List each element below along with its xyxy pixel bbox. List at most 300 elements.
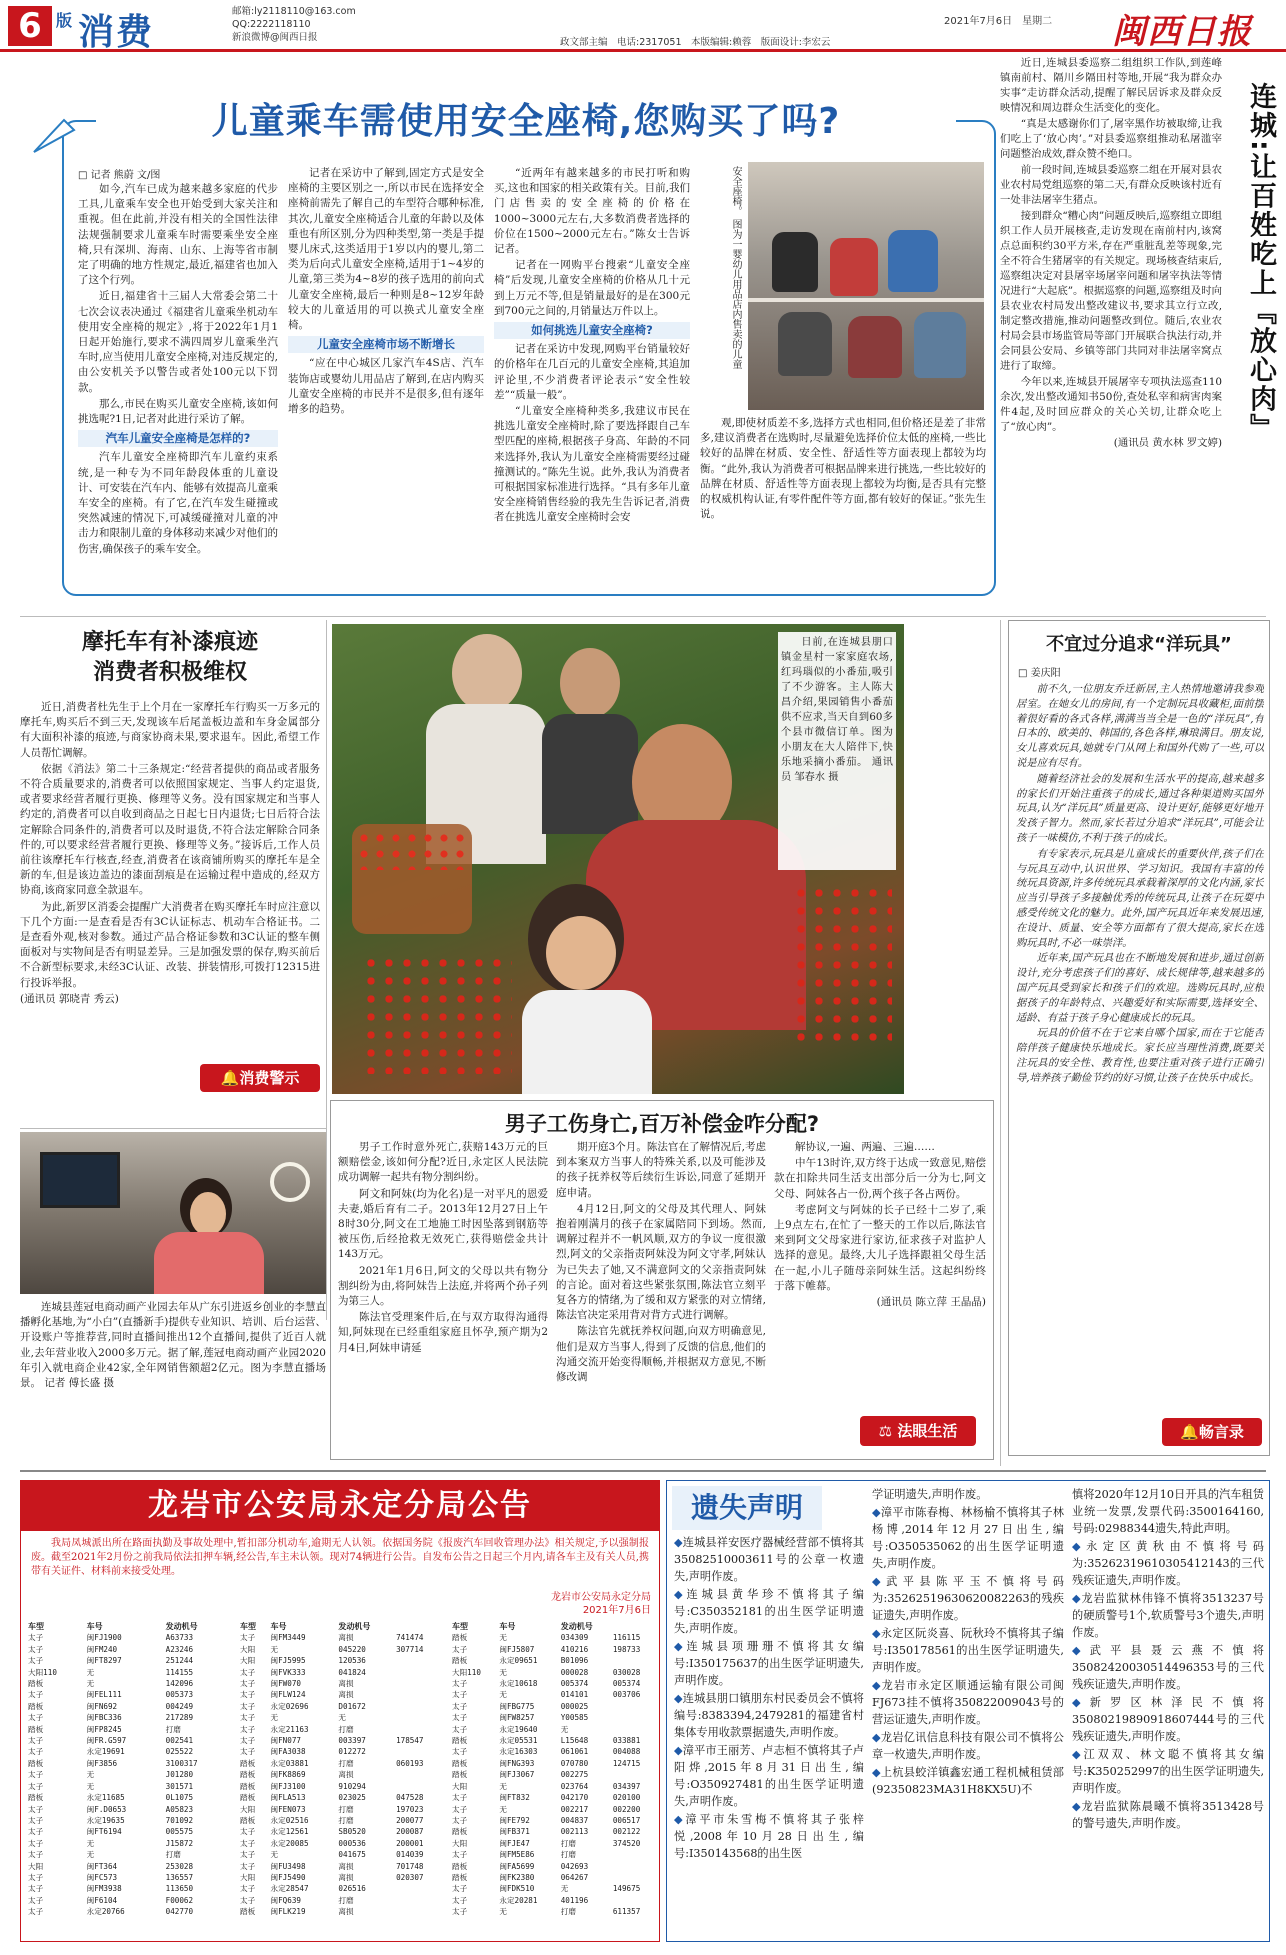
table-cell: 永定02516 <box>270 1815 309 1825</box>
police-notice-sign <box>441 1591 651 1617</box>
table-cell: 闽FEL111 <box>86 1690 122 1700</box>
table-cell: 闽FA5699 <box>499 1861 535 1871</box>
table-cell: 闽FLK219 <box>270 1907 306 1917</box>
table-cell: 006517 <box>612 1815 641 1825</box>
column-header: 车型 <box>452 1622 468 1631</box>
table-cell: 307714 <box>396 1644 424 1654</box>
table-cell <box>395 1712 445 1723</box>
lost-notice-text: 不慎将其子张梓悦,2008年10月28日出生,编号:I350143568的出生医 <box>674 1813 864 1860</box>
table-cell: 大阳110 <box>28 1667 57 1677</box>
table-cell: 太子 <box>452 1895 468 1905</box>
bullet-icon: ◆ <box>872 1678 882 1692</box>
table-cell: 3100317 <box>165 1758 198 1768</box>
table-cell: 002217 <box>560 1804 589 1814</box>
table-row <box>27 1655 233 1666</box>
table-row <box>27 1826 233 1837</box>
right-article-title: 连城:让百姓吃上『放心肉』 <box>1245 82 1276 443</box>
lost-notice-item <box>674 1811 864 1862</box>
table-cell: 374520 <box>612 1838 641 1848</box>
divider <box>1000 620 1001 1466</box>
paragraph: 4月12日,阿文的父母及其代理人、阿妹抱着刚满月的孩子在家属陪同下到场。然而,调解过程并不一帆风顺,双方的争议一度很激烈,阿文的父亲指责阿妹没为阿文守孝,阿妹认为已失去了她,又不满意阿文的父亲指责阿妹的言论。面对着这些紧张氛围,陈法官立刻平复各方的情绪,为了缓和双方紧张的对立情绪,陈法官决定采用背对背方式进行调解。 <box>556 1202 766 1322</box>
table-cell: 034397 <box>612 1781 641 1791</box>
lead-headline: 儿童乘车需使用安全座椅,您购买了吗? <box>96 94 956 150</box>
bullet-icon: ◆ <box>1072 1539 1087 1553</box>
table-cell: 闽FJ3100 <box>270 1781 306 1791</box>
table-cell: 无 <box>270 1850 279 1860</box>
lost-notice-item <box>1072 1798 1264 1832</box>
table-cell: 闽FLW124 <box>270 1690 306 1700</box>
table-cell: 023025 <box>338 1793 366 1803</box>
table-cell: 012272 <box>338 1747 366 1757</box>
paragraph: 近日,连城县委巡察二组组织工作队,到莲峰镇南前村、隔川乡隔田村等地,开展“我为群众办实事”走访群众活动,提醒了解民居诉求及群众反映情况和周边群众生活变化的变化。 <box>1000 57 1222 114</box>
bullet-icon: ◆ <box>674 1587 687 1601</box>
table-row <box>27 1895 233 1906</box>
table-cell: 太子 <box>28 1633 44 1643</box>
table-row <box>239 1644 445 1655</box>
table-cell: 002275 <box>560 1770 589 1780</box>
table-cell: 002113 <box>560 1827 589 1837</box>
table-cell: 闽FJE47 <box>499 1838 530 1848</box>
paragraph: 汽车儿童安全座椅即汽车儿童约束系统,是一种专为不同年龄段体重的儿童设计、可安装在汽车内、能够有效提高儿童乘车安全的座椅。有了它,在汽车发生碰撞或突然减速的情况下,可减缓碰撞对儿童的冲击力和限制儿童的身体移动来减少对他们的伤害,确保孩子的乘车安全。 <box>78 451 278 555</box>
right-article-body <box>1000 56 1222 656</box>
table-cell: 打磨 <box>338 1758 354 1768</box>
table-cell <box>229 1769 233 1780</box>
table-cell: 闽FM5E86 <box>499 1850 535 1860</box>
table-cell: 701092 <box>165 1815 194 1825</box>
paragraph: 2021年1月6日,阿文的父母以共有物分割纠纷为由,将阿妹告上法庭,并将两个孙子列为第三人。 <box>338 1264 548 1308</box>
car-seat-shape <box>888 230 938 292</box>
table-cell: 041824 <box>338 1667 366 1677</box>
lost-notice-item <box>1072 1590 1264 1641</box>
column-header: 发动机号 <box>165 1622 198 1631</box>
ring-light <box>270 1162 310 1202</box>
paragraph: 陈法官先就抚养权问题,向双方明确意见,他们是双方当事人,得到了反馈的信息,他们的沟通交流开始变得顺畅,并根据双方意见,不断修改调 <box>556 1325 766 1384</box>
table-cell: 踏板 <box>240 1815 256 1825</box>
table-cell: 060193 <box>396 1758 424 1768</box>
bell-icon: 🔔 <box>220 1069 240 1087</box>
table-cell: 301571 <box>165 1781 194 1791</box>
sign-org: 龙岩市公安局永定分局 <box>551 1592 651 1603</box>
bullet-icon: ◆ <box>674 1535 683 1549</box>
table-cell <box>395 1655 445 1666</box>
table-cell: 闽FA3038 <box>270 1747 306 1757</box>
table-cell: 闽FW070 <box>270 1679 301 1689</box>
lost-notice-text: 委员会不慎将编号:8383394,2479281的福建省村集体专用收款票据遗失,声明作废。 <box>674 1692 864 1739</box>
table-row <box>239 1735 445 1746</box>
lost-notice-item <box>872 1729 1064 1763</box>
table-cell: 136557 <box>165 1872 194 1882</box>
table-cell <box>229 1678 233 1689</box>
table-cell: 太子 <box>28 1713 44 1723</box>
table-cell <box>395 1781 445 1792</box>
table-cell: 闽FT8297 <box>86 1656 122 1666</box>
table-row <box>239 1724 445 1735</box>
table-cell: A23246 <box>165 1644 194 1654</box>
table-cell: 114155 <box>165 1667 194 1677</box>
table-cell: 太子 <box>240 1747 256 1757</box>
table-cell: 太子 <box>452 1713 468 1723</box>
person-man <box>560 648 620 718</box>
table-cell: 闽F3856 <box>86 1758 118 1768</box>
paper-name-logo: 闽西日报 <box>1112 12 1252 52</box>
table-cell: A05823 <box>165 1804 194 1814</box>
lost-notice-item <box>872 1486 1064 1503</box>
table-cell: 太子 <box>452 1644 468 1654</box>
table-row <box>451 1667 657 1678</box>
table-cell <box>229 1758 233 1769</box>
table-cell: F00062 <box>165 1895 194 1905</box>
table-cell: 太子 <box>452 1884 468 1894</box>
table-row <box>451 1655 657 1666</box>
table-cell: 701748 <box>396 1861 424 1871</box>
table-cell: 打磨 <box>165 1850 181 1860</box>
table-cell <box>612 1724 657 1735</box>
table-row <box>451 1906 657 1917</box>
date-line: 2021年7月6日 星期二 <box>944 16 1053 27</box>
table-cell <box>229 1689 233 1700</box>
table-row <box>239 1746 445 1757</box>
table-cell: 太子 <box>28 1815 44 1825</box>
lost-notice-text: 不慎将号码为:35262519630620082263的残疾证遗失,声明作废。 <box>872 1575 1064 1622</box>
paragraph: 前一段时间,连城县委巡察二组在开展对县农业农村局党组巡察的第二天,有群众反映该村近有一处非法屠宰生猪点。 <box>1000 164 1222 206</box>
paragraph: 记者在一网购平台搜索“儿童安全座椅”后发现,儿童安全座椅的价格从几十元到上万元不等,但是销量最好的是在300元到700元之间的,月销量达万件以上。 <box>494 259 690 317</box>
table-cell: 251244 <box>165 1656 194 1666</box>
table-row <box>451 1689 657 1700</box>
lost-notice-item <box>1072 1538 1264 1589</box>
table-cell: 踏板 <box>28 1793 44 1803</box>
table-cell: 无 <box>86 1770 95 1780</box>
table-row <box>451 1735 657 1746</box>
table-row <box>239 1906 445 1917</box>
table-cell: 闽F.D0653 <box>86 1804 127 1814</box>
plates-table <box>239 1621 445 1918</box>
tomato-photo-caption: 日前,在连城县朋口镇金星村一家家庭农场,红玛瑙似的小番茄,吸引了不少游客。主人陈大昌介绍,果园销售小番茄供不应求,当天自到60多个县市微信订单。图为小朋友在大人陪伴下,快乐地采摘小番茄。 通讯员 邹春水 摄 <box>778 632 896 870</box>
table-cell: 闽FE792 <box>499 1815 530 1825</box>
table-cell: 太子 <box>240 1838 256 1848</box>
table-row <box>239 1655 445 1666</box>
table-row <box>451 1838 657 1849</box>
table-cell: 116115 <box>612 1633 641 1643</box>
table-cell: 005374 <box>612 1679 641 1689</box>
table-cell: 003706 <box>612 1690 641 1700</box>
table-cell: A63733 <box>165 1633 194 1643</box>
table-cell: 无 <box>560 1884 569 1894</box>
table-row <box>451 1826 657 1837</box>
lost-notice-text: 有限公司闽FJ673挂不慎将350822009043号的营运证遗失,声明作废。 <box>872 1679 1064 1726</box>
table-cell: 大阳 <box>28 1861 44 1871</box>
police-notice <box>20 1480 660 1942</box>
tomato-cluster <box>356 830 468 870</box>
lost-notice-item <box>1072 1746 1264 1797</box>
table-cell: 踏板 <box>452 1633 468 1643</box>
speech-bubble-tail-icon <box>30 118 90 158</box>
lost-notice-head: 龙岩监狱陈晨曦 <box>1081 1800 1166 1813</box>
table-cell: 闽FM3449 <box>270 1633 306 1643</box>
table-cell: 大阳 <box>452 1838 468 1848</box>
table-cell: 太子 <box>28 1872 44 1882</box>
subheading: 汽车儿童安全座椅是怎样的? <box>78 430 278 447</box>
table-cell: 打磨 <box>560 1907 576 1917</box>
byline: (通讯员 陈立萍 王晶晶) <box>876 1296 986 1309</box>
table-cell: 033881 <box>612 1736 641 1746</box>
table-row <box>27 1644 233 1655</box>
table-cell: 闽FJ5995 <box>270 1656 306 1666</box>
table-cell: 打磨 <box>560 1838 576 1848</box>
table-row <box>451 1792 657 1803</box>
lost-notice-head: 永定区黄秋由 <box>1086 1540 1187 1553</box>
table-cell: 离损 <box>338 1872 354 1882</box>
table-cell <box>229 1746 233 1757</box>
table-cell <box>229 1792 233 1803</box>
table-row <box>239 1895 445 1906</box>
paragraph: 今年以来,连城县开展屠宰专项执法巡查110余次,发出整改通知书50份,查处私宰和病害肉案件4起,及时回应群众的关心关切,让群众吃上了“放心肉”。 <box>1000 376 1222 433</box>
police-notice-title: 龙岩市公安局永定分局公告 <box>21 1481 659 1531</box>
table-cell <box>229 1701 233 1712</box>
byline: (通讯员 郭晓青 秀云) <box>20 992 119 1005</box>
host-face <box>190 1192 226 1236</box>
table-cell: 太子 <box>452 1804 468 1814</box>
table-row <box>27 1712 233 1723</box>
table-cell <box>395 1895 445 1906</box>
table-row <box>27 1815 233 1826</box>
person-man-body <box>542 714 638 834</box>
bullet-icon: ◆ <box>674 1743 683 1757</box>
lost-notice-text: 不慎将其35082510003611号的公章一枚遗失,声明作废。 <box>674 1536 864 1583</box>
lost-notice-text: 公司不慎将公章一枚遗失,声明作废。 <box>872 1731 1064 1761</box>
paragraph: 如今,汽车已成为越来越多家庭的代步工具,儿童乘车安全也开始受到大家关注和重视。但在此前,并没有相关的全国性法律法规强制要求儿童乘车时需要乘坐安全座椅,只有深圳、海南、山东、上海等省市制定了明确的地方性规定,最近,福建省也加入了这个行列。 <box>78 183 278 287</box>
paragraph: 随着经济社会的发展和生活水平的提高,越来越多的家长们开始注重孩子的成长,通过各种渠道购买国外玩具,认为“洋玩具”质量更高、设计更好,能够更好地开发孩子智力。然而,家长若过分追求“洋玩具”,可能会让孩子一味模仿,不利于孩子的成长。 <box>1016 772 1264 844</box>
qq-line: QQ:2222118110 <box>232 19 311 30</box>
lost-notice-text: 不慎将其女编号:I350175637的出生医学证明遗失,声明作废。 <box>674 1640 864 1687</box>
lost-notice-text: 慎将2020年12月10日开具的汽车租赁业统一发票,发票代码:3500164160,号码:02988344遗失,特此声明。 <box>1072 1488 1264 1535</box>
lost-notice-head: 武平县陈平玉 <box>886 1575 987 1588</box>
lost-notice-head: 武平县聂云燕 <box>1089 1644 1213 1657</box>
toy-title: 不宜过分追求“洋玩具” <box>1046 634 1232 655</box>
lost-notice-head: 漳平市王丽芳、卢志桓 <box>682 1744 797 1757</box>
table-cell: 004249 <box>165 1701 194 1711</box>
lost-notice-text: 不慎将其子卢阳烨,2015年8月31日出生,编号:O350927481的出生医学证明遗失,声明作废。 <box>674 1744 864 1808</box>
injury-title: 男子工伤身亡,百万补偿金咋分配? <box>504 1112 820 1136</box>
table-cell <box>229 1883 233 1894</box>
lost-notice-item <box>674 1586 864 1637</box>
lost-notice-head: 上杭县蛟洋镇鑫宏通工 <box>880 1766 996 1779</box>
table-cell: 踏板 <box>28 1679 44 1689</box>
table-cell <box>229 1667 233 1678</box>
table-cell: 永定16303 <box>499 1747 538 1757</box>
table-cell <box>229 1735 233 1746</box>
bullet-icon: ◆ <box>872 1505 881 1519</box>
lost-notice-item <box>872 1504 1064 1572</box>
tomato-cluster <box>362 954 512 1074</box>
column-header: 车号 <box>86 1622 103 1631</box>
paragraph: 那么,市民在购买儿童安全座椅,该如何挑选呢?1日,记者对此进行采访了解。 <box>78 397 278 426</box>
table-cell: 611357 <box>612 1907 641 1917</box>
table-cell: 025522 <box>165 1747 194 1757</box>
table-cell: 太子 <box>240 1701 256 1711</box>
table-row <box>27 1678 233 1689</box>
lost-notice-head: 连城县项珊珊 <box>686 1640 778 1653</box>
table-cell: 无 <box>499 1804 507 1814</box>
table-cell: 太子 <box>28 1884 44 1894</box>
column-header: 车号 <box>499 1622 516 1631</box>
table-row <box>27 1746 233 1757</box>
shelf-line <box>748 298 984 302</box>
table-cell: 踏板 <box>28 1724 44 1734</box>
table-cell: 741474 <box>396 1633 424 1643</box>
bullet-icon: ◆ <box>872 1574 887 1588</box>
moto-title-line-2: 消费者积极维权 <box>92 660 247 685</box>
lead-col-4 <box>700 416 986 590</box>
table-cell: 太子 <box>452 1850 468 1860</box>
table-cell: 042693 <box>560 1861 589 1871</box>
table-cell <box>229 1815 233 1826</box>
lost-notice-head: 新罗区林泽民 <box>1089 1696 1213 1709</box>
lost-notice-head: 龙岩市永定区顺通运输 <box>881 1679 1004 1692</box>
table-cell: 061061 <box>560 1747 589 1757</box>
table-cell: 离损 <box>338 1679 354 1689</box>
table-cell: 无 <box>499 1667 507 1677</box>
table-cell: 永定12561 <box>270 1827 309 1837</box>
table-cell: 大阳 <box>240 1872 256 1882</box>
lost-notice-text: 不慎将其子编号:C350352181的出生医学证明遗失,声明作废。 <box>674 1588 864 1635</box>
table-row <box>27 1838 233 1849</box>
legal-life-stamp <box>860 1416 976 1446</box>
plates-table-2 <box>239 1621 445 1918</box>
livestream-photo <box>20 1132 326 1294</box>
table-row <box>239 1826 445 1837</box>
consumer-alert-stamp <box>200 1064 320 1092</box>
column-header: 车号 <box>270 1622 287 1631</box>
table-row <box>239 1883 445 1894</box>
table-row <box>451 1781 657 1792</box>
table-cell: 太子 <box>240 1667 256 1677</box>
table-cell: 太子 <box>28 1850 44 1860</box>
table-cell: 永定20085 <box>270 1838 309 1848</box>
table-cell: 003397 <box>338 1736 366 1746</box>
lost-notice-item <box>1072 1642 1264 1693</box>
table-cell <box>395 1769 445 1780</box>
table-cell: 无 <box>499 1781 507 1791</box>
table-cell: 200087 <box>396 1827 424 1837</box>
bullet-icon: ◆ <box>1072 1695 1090 1709</box>
table-cell <box>612 1701 657 1712</box>
table-cell <box>612 1895 657 1906</box>
table-cell: 太子 <box>452 1701 468 1711</box>
table-row <box>27 1632 233 1643</box>
lead-col-2 <box>288 166 484 590</box>
table-row <box>239 1689 445 1700</box>
table-row <box>451 1815 657 1826</box>
bullet-icon: ◆ <box>872 1730 881 1744</box>
paragraph: 前不久,一位朋友乔迁新居,主人热情地邀请我参观居室。在她女儿的房间,有一个定制玩具收藏柜,面前摆着很好看的各式各样,满满当当全是一色的“洋玩具”,有日本的、欧美的、韩国的,各色各样,琳琅满目。朋友说,女儿喜欢玩具,她就专门从网上和国外代购了一些,可以说是应有尽有。 <box>1016 683 1264 769</box>
table-cell: 149675 <box>612 1884 641 1894</box>
table-cell <box>395 1689 445 1700</box>
table-row <box>27 1804 233 1815</box>
table-cell: 142096 <box>165 1679 194 1689</box>
table-cell: 闽FP8245 <box>86 1724 122 1734</box>
table-cell: 闽FM3938 <box>86 1884 122 1894</box>
table-row <box>451 1746 657 1757</box>
table-cell: 太子 <box>452 1907 468 1917</box>
table-cell <box>229 1826 233 1837</box>
table-row <box>239 1632 445 1643</box>
table-cell: 太子 <box>28 1644 44 1654</box>
tomato-cluster <box>792 884 892 1044</box>
bullet-icon: ◆ <box>674 1639 687 1653</box>
table-row <box>27 1849 233 1860</box>
table-cell: 120536 <box>338 1656 366 1666</box>
table-cell: 太子 <box>240 1736 256 1746</box>
table-cell: 014039 <box>396 1850 424 1860</box>
paragraph: “应在中心城区几家汽车4S店、汽车装饰店或婴幼儿用品店了解到,在店内购买儿童安全座椅的市民并不是很多,但有逐年增多的趋势。 <box>288 357 484 416</box>
lost-notice-text: 不慎将3513428号的警号遗失,声明作废。 <box>1072 1800 1264 1830</box>
table-row <box>451 1712 657 1723</box>
table-row <box>451 1883 657 1894</box>
table-cell: 410216 <box>560 1644 589 1654</box>
car-seat-shape <box>914 312 966 378</box>
bullet-icon: ◆ <box>674 1691 683 1705</box>
table-cell: D01672 <box>338 1701 366 1711</box>
table-cell: 太子 <box>240 1827 256 1837</box>
table-cell: 太子 <box>452 1679 468 1689</box>
table-cell: 太子 <box>452 1747 468 1757</box>
table-cell: 踏板 <box>452 1758 468 1768</box>
table-cell: 踏板 <box>240 1770 256 1780</box>
lost-notice-title: 遗失声明 <box>672 1486 822 1530</box>
table-cell: 闽FK2380 <box>499 1872 535 1882</box>
table-cell <box>229 1849 233 1860</box>
child-face <box>546 916 616 990</box>
moto-body <box>20 700 320 1080</box>
table-row <box>451 1804 657 1815</box>
lead-col-1 <box>78 182 278 590</box>
table-cell: 0L1075 <box>165 1793 194 1803</box>
table-cell <box>612 1849 657 1860</box>
table-cell: 无 <box>270 1644 279 1654</box>
lost-notice-item <box>872 1764 1064 1798</box>
bullet-icon: ◆ <box>872 1626 881 1640</box>
table-cell <box>229 1838 233 1849</box>
table-row <box>27 1872 233 1883</box>
table-row <box>239 1838 445 1849</box>
divider <box>326 620 327 1320</box>
table-cell: 永定09651 <box>499 1656 538 1666</box>
table-row <box>239 1781 445 1792</box>
table-cell: 闽FT364 <box>86 1861 118 1871</box>
paragraph: 近日,消费者杜先生于上个月在一家摩托车行购买一万多元的摩托车,购买后不到三天,发现该车后尾盖板边盖和车身金属部分有大面积补漆的痕迹,与商家协商未果,要求退车。因此,希望工作人员帮忙调解。 <box>20 701 320 759</box>
car-seat-shape <box>848 316 902 378</box>
table-cell: 太子 <box>28 1827 44 1837</box>
table-cell: 004088 <box>612 1747 641 1757</box>
table-cell: 闽FT6194 <box>86 1827 122 1837</box>
paragraph: 考虑阿文与阿妹的长子已经十二岁了,乘上9点左右,在忙了一整天的工作以后,陈法官来到阿文父母家进行家访,征求孩子对监护人选择的意见。最终,大儿子选择跟祖父母生活在一起,小儿子随母亲阿妹生活。这起纠纷终于落下帷幕。 <box>774 1203 986 1292</box>
paragraph: 为此,新罗区消委会提醒广大消费者在购买摩托车时应注意以下几个方面:一是查看是否有3C认证标志、机动车合格证书。二是查看外观,核对参数。通过产品合格证参数和3C认证的整车侧面板对与实物间是否有明显差异。三是加强发票的保存,购买前后不合新型标要求,未经3C认证、改装、拼装情形,可拨打12315进行投诉举报。 <box>20 900 320 989</box>
table-cell: 无 <box>560 1724 569 1734</box>
divider <box>20 616 1266 617</box>
sign-date: 2021年7月6日 <box>582 1605 651 1616</box>
table-row <box>27 1861 233 1872</box>
paragraph: 依据《消法》第二十三条规定:“经营者提供的商品或者服务不符合质量要求的,消费者可以依照国家规定、当事人约定退货,或者要求经营者履行更换、修理等义务。没有国家规定和当事人约定的,消费者可以自收到商品之日起七日内退货;七日后符合法定解除合同条件的,消费者可以及时退货,不符合法定解除合同条件的,可以要求经营者履行更换、修理等义务。”接诉后,工作人员前往该摩托车行核查,经查,消费者在该商铺所购买的摩托车是全新的车,但是该边盖边的漆面刮痕是在运输过程中造成的,经双方协商,该商家同意全款退车。 <box>20 762 320 897</box>
table-cell: 大阳110 <box>452 1667 481 1677</box>
child-body <box>522 990 652 1094</box>
table-cell: 000028 <box>560 1667 589 1677</box>
table-cell: 闽FN077 <box>270 1736 301 1746</box>
table-cell: 闽FQ639 <box>270 1895 301 1905</box>
table-cell: 大阳 <box>240 1656 256 1666</box>
plates-table-1 <box>27 1621 233 1918</box>
paragraph: 记者在采访中发现,网购平台销量较好的价格年在几百元的儿童安全座椅,其追加评论里,不少消费者评论表示“安全性较差”“质量一般”。 <box>494 343 690 401</box>
table-header-row <box>451 1621 657 1632</box>
